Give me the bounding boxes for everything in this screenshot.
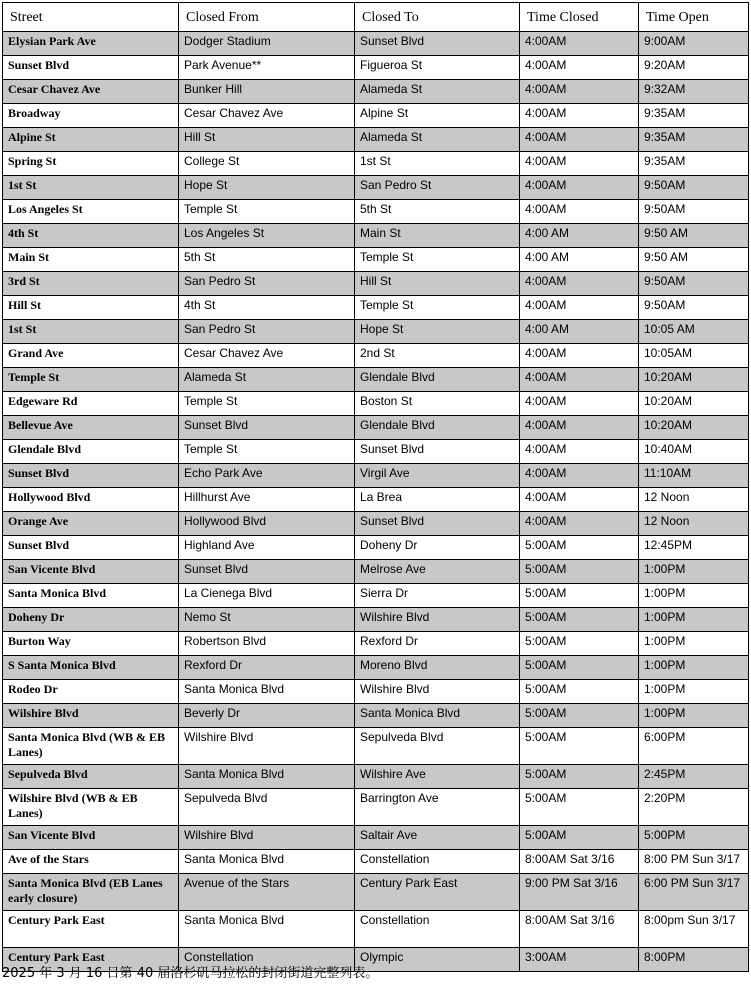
cell-closed-to: Melrose Ave [355,560,520,584]
cell-time-open: 9:00AM [639,32,749,56]
table-row [3,416,749,440]
cell-closed-from: Constellation [179,948,355,972]
header-time-open: Time Open [639,3,749,32]
cell-street: Main St [3,248,179,272]
cell-time-closed: 5:00AM [520,826,639,850]
table-row [3,512,749,536]
cell-street: 4th St [3,224,179,248]
cell-closed-from: 4th St [179,296,355,320]
cell-closed-from: Beverly Dr [179,704,355,728]
cell-closed-to: 2nd St [355,344,520,368]
table-row [3,911,749,948]
table-row [3,850,749,874]
cell-closed-to: Sunset Blvd [355,440,520,464]
cell-closed-from: Sepulveda Blvd [179,789,355,826]
cell-time-closed: 4:00 AM [520,224,639,248]
cell-closed-from: Highland Ave [179,536,355,560]
cell-closed-from: Sunset Blvd [179,560,355,584]
cell-time-closed: 5:00AM [520,704,639,728]
cell-time-open: 2:45PM [639,765,749,789]
cell-street: Century Park East [3,948,179,972]
cell-closed-to: Hope St [355,320,520,344]
cell-time-closed: 4:00AM [520,296,639,320]
cell-closed-to: Olympic [355,948,520,972]
cell-closed-to: Sunset Blvd [355,32,520,56]
table-row [3,56,749,80]
cell-time-open: 9:50 AM [639,248,749,272]
cell-street: Rodeo Dr [3,680,179,704]
cell-closed-from: College St [179,152,355,176]
cell-time-closed: 5:00AM [520,584,639,608]
table-row [3,272,749,296]
table-row [3,296,749,320]
cell-street: Hill St [3,296,179,320]
cell-closed-from: Echo Park Ave [179,464,355,488]
cell-closed-to: Constellation [355,911,520,948]
cell-time-open: 9:20AM [639,56,749,80]
cell-time-closed: 9:00 PM Sat 3/16 [520,874,639,911]
header-street: Street [3,3,179,32]
cell-time-closed: 5:00AM [520,656,639,680]
cell-street: Sunset Blvd [3,464,179,488]
cell-closed-from: Bunker Hill [179,80,355,104]
cell-time-open: 1:00PM [639,656,749,680]
cell-closed-to: Boston St [355,392,520,416]
cell-time-closed: 4:00AM [520,416,639,440]
table-row [3,104,749,128]
cell-time-closed: 5:00AM [520,789,639,826]
cell-closed-to: Constellation [355,850,520,874]
cell-street: Ave of the Stars [3,850,179,874]
cell-street: San Vicente Blvd [3,826,179,850]
cell-time-open: 11:10AM [639,464,749,488]
cell-time-closed: 4:00 AM [520,320,639,344]
table-row [3,464,749,488]
cell-street: 1st St [3,176,179,200]
table-row [3,152,749,176]
cell-closed-to: Alpine St [355,104,520,128]
cell-closed-from: Wilshire Blvd [179,826,355,850]
cell-closed-from: Robertson Blvd [179,632,355,656]
table-row [3,392,749,416]
cell-time-open: 12:45PM [639,536,749,560]
cell-time-closed: 4:00AM [520,488,639,512]
cell-street: Los Angeles St [3,200,179,224]
cell-closed-from: Dodger Stadium [179,32,355,56]
table-row [3,344,749,368]
cell-closed-from: Hope St [179,176,355,200]
cell-time-open: 10:20AM [639,392,749,416]
table-row [3,874,749,911]
cell-time-closed: 4:00AM [520,440,639,464]
table-row [3,248,749,272]
table-row [3,368,749,392]
table-row [3,80,749,104]
cell-time-closed: 4:00AM [520,272,639,296]
cell-time-closed: 4:00AM [520,152,639,176]
cell-street: Elysian Park Ave [3,32,179,56]
cell-closed-from: Santa Monica Blvd [179,911,355,948]
cell-time-closed: 5:00AM [520,560,639,584]
cell-time-open: 6:00PM [639,728,749,765]
table-row [3,680,749,704]
cell-time-open: 8:00PM [639,948,749,972]
cell-time-open: 1:00PM [639,632,749,656]
cell-time-open: 9:32AM [639,80,749,104]
cell-closed-to: Sepulveda Blvd [355,728,520,765]
cell-closed-to: Wilshire Blvd [355,608,520,632]
cell-time-open: 10:20AM [639,368,749,392]
table-row [3,704,749,728]
cell-closed-from: San Pedro St [179,320,355,344]
table-row [3,656,749,680]
cell-time-closed: 4:00AM [520,368,639,392]
cell-time-open: 12 Noon [639,488,749,512]
cell-time-closed: 4:00AM [520,344,639,368]
cell-closed-from: Santa Monica Blvd [179,850,355,874]
cell-closed-from: Wilshire Blvd [179,728,355,765]
cell-time-open: 1:00PM [639,560,749,584]
cell-closed-to: Doheny Dr [355,536,520,560]
cell-street: Grand Ave [3,344,179,368]
cell-time-open: 9:50AM [639,200,749,224]
table-row [3,608,749,632]
cell-closed-from: Hillhurst Ave [179,488,355,512]
cell-time-closed: 5:00AM [520,536,639,560]
cell-closed-from: Avenue of the Stars [179,874,355,911]
table-row [3,584,749,608]
cell-closed-from: Sunset Blvd [179,416,355,440]
cell-closed-from: Hollywood Blvd [179,512,355,536]
cell-street: Broadway [3,104,179,128]
cell-closed-to: Santa Monica Blvd [355,704,520,728]
cell-street: San Vicente Blvd [3,560,179,584]
cell-street: Bellevue Ave [3,416,179,440]
cell-time-open: 1:00PM [639,584,749,608]
header-closed-to: Closed To [355,3,520,32]
cell-closed-from: Santa Monica Blvd [179,680,355,704]
cell-street: Edgeware Rd [3,392,179,416]
table-caption: 2025 年 3 月 16 日第 40 届洛杉矶马拉松的封闭街道完整列表。 [2,966,379,981]
cell-time-closed: 5:00AM [520,608,639,632]
cell-closed-from: Nemo St [179,608,355,632]
cell-closed-to: Temple St [355,248,520,272]
cell-time-closed: 5:00AM [520,632,639,656]
table-row [3,789,749,826]
cell-closed-to: Wilshire Ave [355,765,520,789]
table-row [3,200,749,224]
cell-street: Spring St [3,152,179,176]
cell-time-open: 9:50AM [639,272,749,296]
cell-closed-from: Los Angeles St [179,224,355,248]
cell-closed-from: San Pedro St [179,272,355,296]
cell-closed-to: Glendale Blvd [355,416,520,440]
street-closures-table [2,2,749,972]
cell-closed-to: Figueroa St [355,56,520,80]
cell-time-closed: 4:00AM [520,80,639,104]
cell-closed-to: Hill St [355,272,520,296]
cell-time-closed: 4:00AM [520,464,639,488]
cell-time-closed: 4:00AM [520,128,639,152]
cell-closed-from: Hill St [179,128,355,152]
cell-street: S Santa Monica Blvd [3,656,179,680]
cell-time-open: 9:50AM [639,176,749,200]
table-row [3,176,749,200]
table-row [3,320,749,344]
cell-street: Burton Way [3,632,179,656]
cell-closed-to: Main St [355,224,520,248]
cell-closed-to: Sunset Blvd [355,512,520,536]
header-time-closed: Time Closed [520,3,639,32]
cell-street: Glendale Blvd [3,440,179,464]
table-row [3,632,749,656]
cell-street: Santa Monica Blvd (WB & EB Lanes) [3,728,179,765]
cell-closed-to: Barrington Ave [355,789,520,826]
cell-time-open: 10:05 AM [639,320,749,344]
cell-time-open: 2:20PM [639,789,749,826]
cell-time-open: 12 Noon [639,512,749,536]
table-body [3,32,749,972]
cell-street: Hollywood Blvd [3,488,179,512]
cell-street: Santa Monica Blvd (EB Lanes early closure) [3,874,179,911]
cell-street: Sunset Blvd [3,536,179,560]
cell-time-open: 10:40AM [639,440,749,464]
cell-closed-to: Rexford Dr [355,632,520,656]
cell-street: Cesar Chavez Ave [3,80,179,104]
cell-closed-to: Temple St [355,296,520,320]
cell-time-closed: 8:00AM Sat 3/16 [520,850,639,874]
cell-time-open: 9:35AM [639,128,749,152]
cell-time-closed: 4:00AM [520,32,639,56]
cell-time-open: 9:35AM [639,152,749,176]
cell-street: Orange Ave [3,512,179,536]
cell-time-closed: 4:00AM [520,200,639,224]
cell-closed-to: Glendale Blvd [355,368,520,392]
table-row [3,440,749,464]
cell-time-closed: 4:00 AM [520,248,639,272]
cell-time-open: 1:00PM [639,704,749,728]
cell-time-open: 5:00PM [639,826,749,850]
cell-street: Temple St [3,368,179,392]
cell-time-open: 10:20AM [639,416,749,440]
cell-closed-to: 1st St [355,152,520,176]
cell-time-closed: 4:00AM [520,104,639,128]
cell-closed-to: Virgil Ave [355,464,520,488]
cell-time-closed: 4:00AM [520,392,639,416]
cell-time-closed: 5:00AM [520,680,639,704]
table-row [3,728,749,765]
table-header-row [3,3,749,32]
cell-closed-from: Cesar Chavez Ave [179,344,355,368]
table-row [3,224,749,248]
cell-time-open: 6:00 PM Sun 3/17 [639,874,749,911]
cell-time-closed: 5:00AM [520,728,639,765]
table-row [3,826,749,850]
cell-closed-to: Sierra Dr [355,584,520,608]
cell-time-closed: 5:00AM [520,765,639,789]
cell-time-closed: 4:00AM [520,56,639,80]
cell-time-open: 1:00PM [639,680,749,704]
cell-street: 1st St [3,320,179,344]
cell-closed-from: Cesar Chavez Ave [179,104,355,128]
cell-closed-to: Alameda St [355,128,520,152]
cell-street: Wilshire Blvd [3,704,179,728]
table-row [3,488,749,512]
cell-closed-from: 5th St [179,248,355,272]
cell-street: Alpine St [3,128,179,152]
cell-time-open: 9:50AM [639,296,749,320]
cell-closed-to: Saltair Ave [355,826,520,850]
cell-closed-from: Temple St [179,200,355,224]
cell-closed-to: Wilshire Blvd [355,680,520,704]
cell-street: 3rd St [3,272,179,296]
cell-closed-from: Temple St [179,440,355,464]
cell-time-closed: 4:00AM [520,176,639,200]
table-row [3,32,749,56]
cell-closed-to: La Brea [355,488,520,512]
cell-time-closed: 8:00AM Sat 3/16 [520,911,639,948]
cell-closed-from: Temple St [179,392,355,416]
cell-time-open: 10:05AM [639,344,749,368]
header-closed-from: Closed From [179,3,355,32]
cell-time-closed: 4:00AM [520,512,639,536]
cell-closed-to: Century Park East [355,874,520,911]
cell-closed-from: Rexford Dr [179,656,355,680]
cell-time-open: 8:00 PM Sun 3/17 [639,850,749,874]
cell-closed-to: 5th St [355,200,520,224]
cell-closed-from: La Cienega Blvd [179,584,355,608]
cell-closed-from: Santa Monica Blvd [179,765,355,789]
cell-street: Doheny Dr [3,608,179,632]
cell-time-open: 8:00pm Sun 3/17 [639,911,749,948]
cell-street: Sunset Blvd [3,56,179,80]
cell-street: Santa Monica Blvd [3,584,179,608]
table-row [3,128,749,152]
cell-closed-to: Alameda St [355,80,520,104]
cell-closed-to: San Pedro St [355,176,520,200]
cell-street: Wilshire Blvd (WB & EB Lanes) [3,789,179,826]
cell-closed-from: Alameda St [179,368,355,392]
cell-time-closed: 3:00AM [520,948,639,972]
cell-closed-to: Moreno Blvd [355,656,520,680]
cell-time-open: 1:00PM [639,608,749,632]
cell-street: Century Park East [3,911,179,948]
cell-street: Sepulveda Blvd [3,765,179,789]
table-row [3,765,749,789]
cell-time-open: 9:50 AM [639,224,749,248]
table-row [3,560,749,584]
cell-time-open: 9:35AM [639,104,749,128]
cell-closed-from: Park Avenue** [179,56,355,80]
table-row [3,536,749,560]
